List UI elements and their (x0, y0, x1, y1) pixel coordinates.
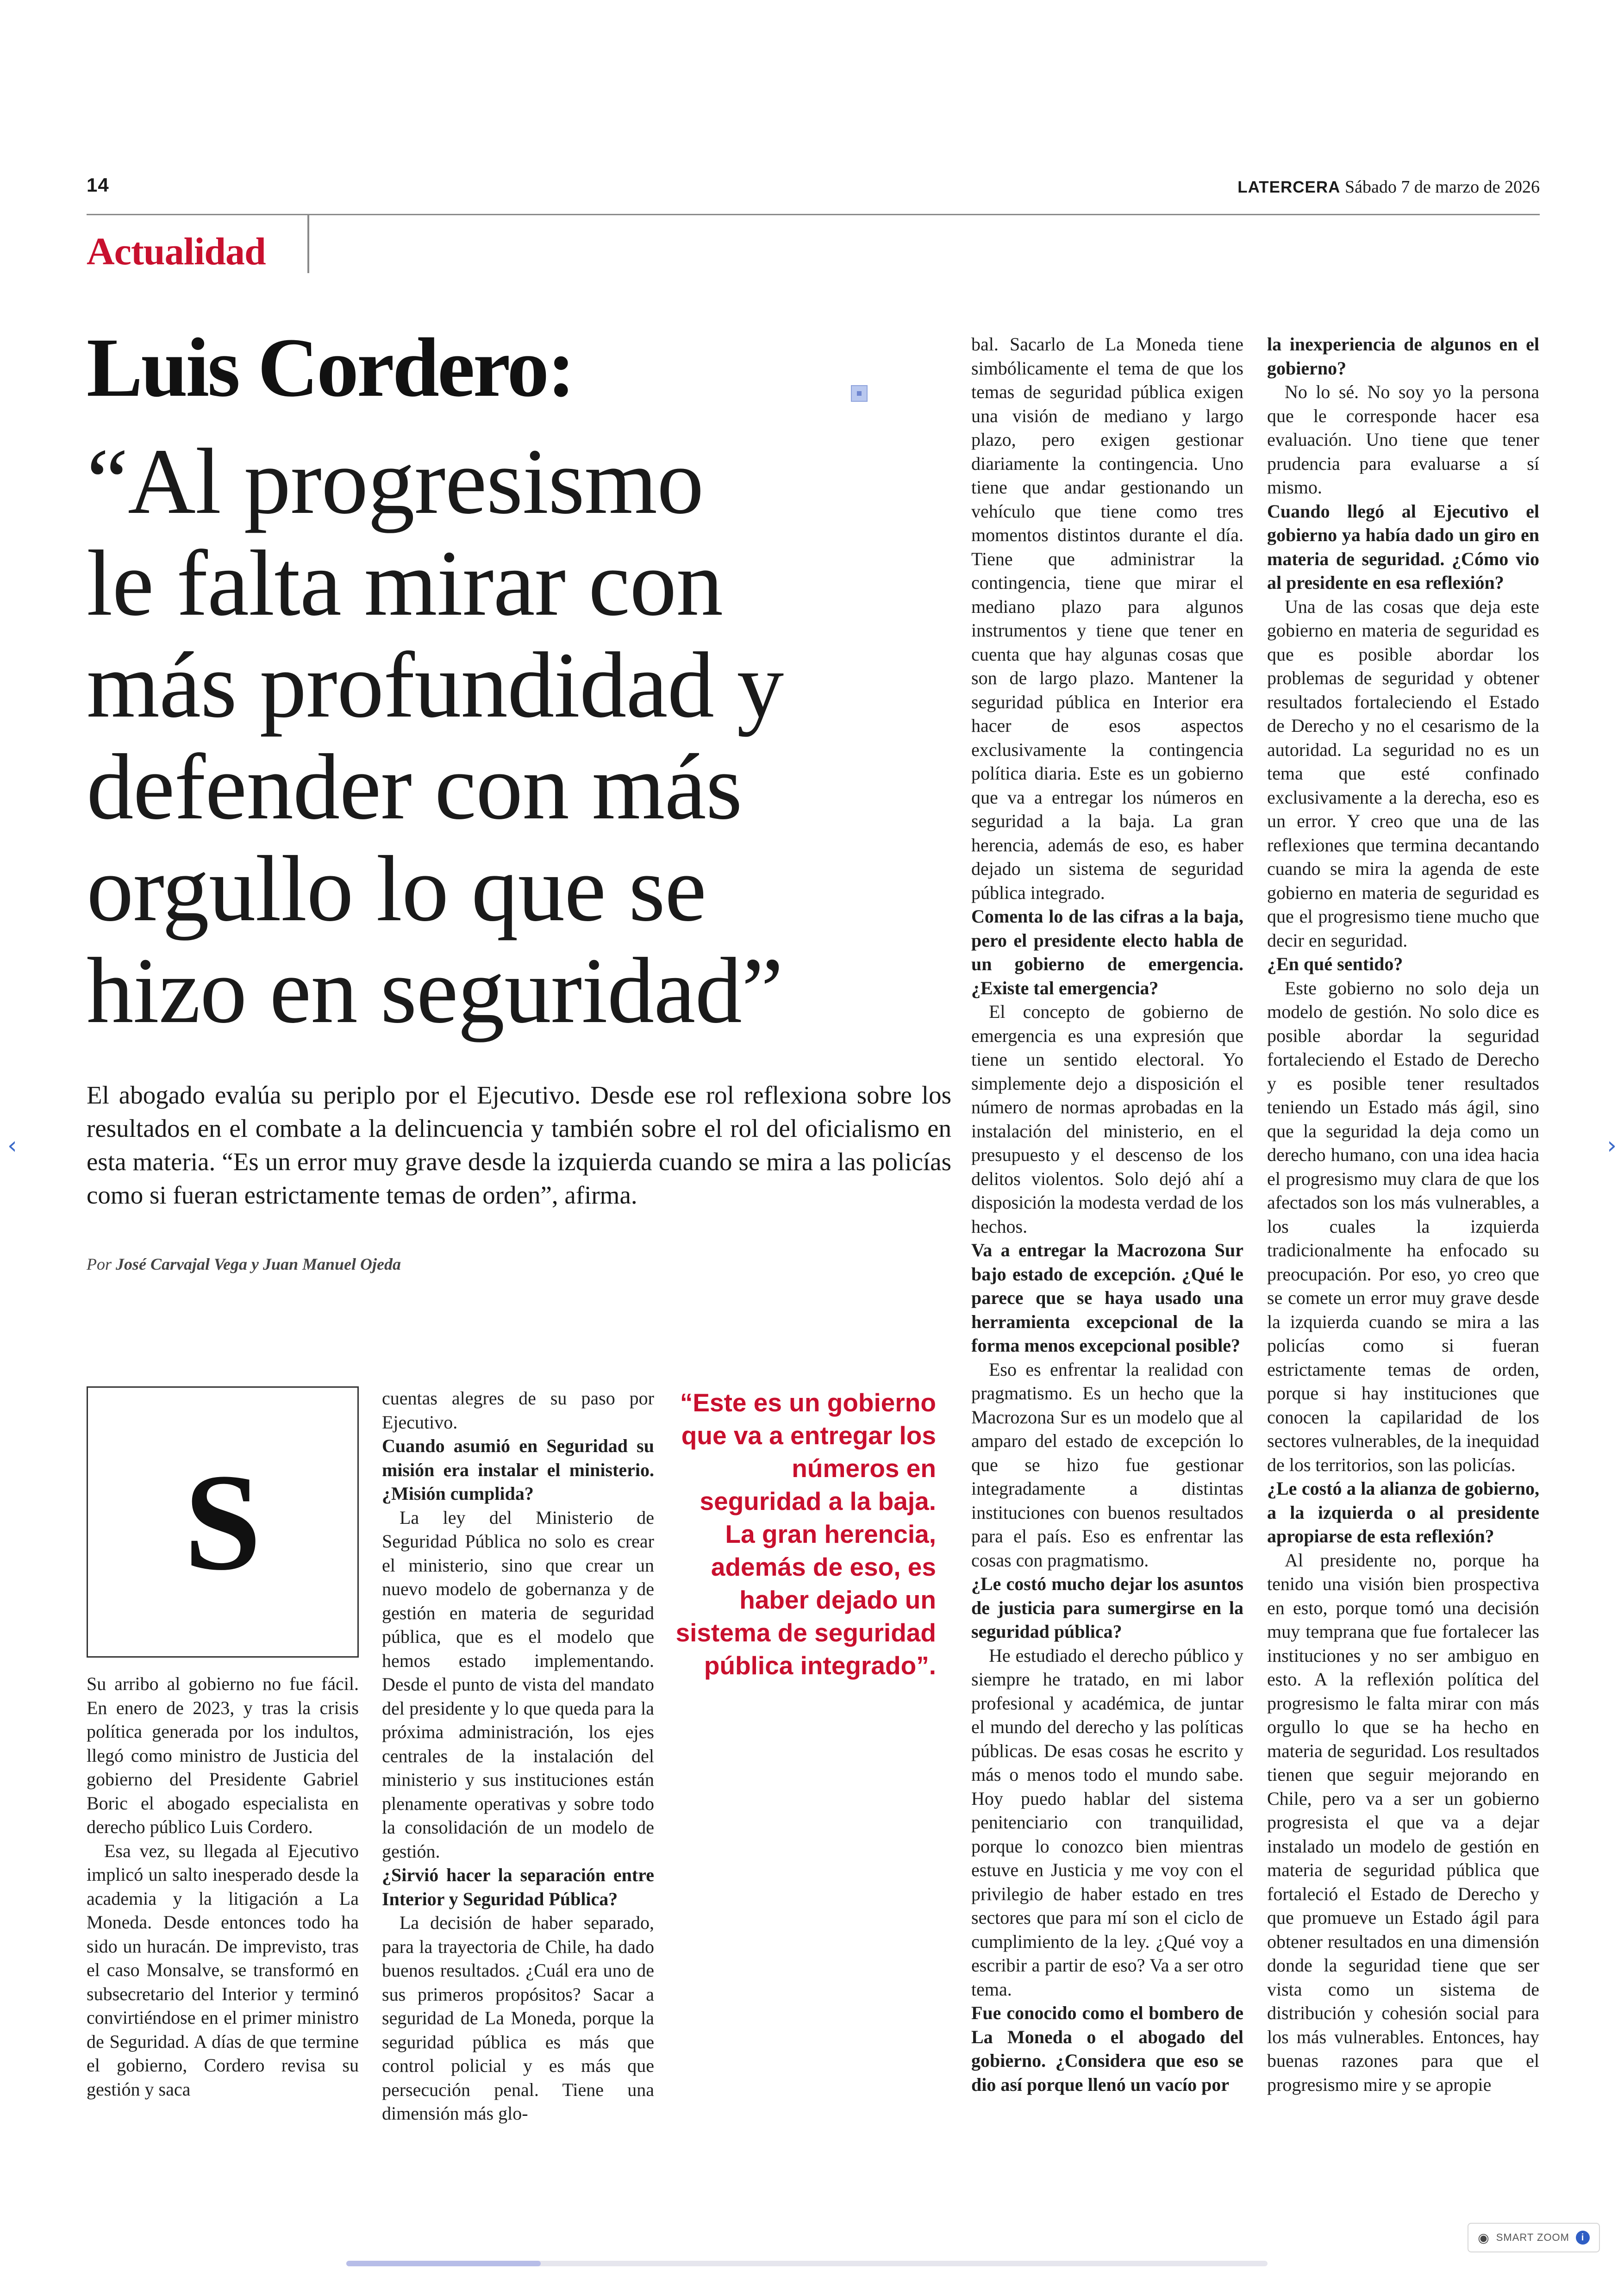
article-column-3 (971, 332, 1243, 2096)
headline-quote-line: orgullo lo que se (87, 836, 706, 941)
newspaper-brand: LATERCERA (1237, 178, 1341, 196)
article-column-4 (1267, 332, 1539, 2096)
masthead (1237, 177, 1540, 197)
interview-question: Fue conocido como el bombero de La Moneda o el abogado del gobierno. ¿Considera que eso se dio así porque llenó un vacío por (971, 2002, 1243, 2095)
article-column-1 (87, 1672, 359, 2101)
interview-question: la inexperiencia de algunos en el gobierno? (1267, 334, 1539, 379)
paragraph: cuentas alegres de su paso por Ejecutivo. (382, 1388, 654, 1433)
article-column-2 (382, 1386, 654, 2126)
smart-zoom-button[interactable] (1468, 2223, 1600, 2252)
paragraph: bal. Sacarlo de La Moneda tiene simbólicamente el tema de que los temas de seguridad pública exigen una visión de mediano y largo plazo, pero exigen gestionar diariamente la contingencia. Uno tiene que andar gestionando un vehículo que tiene como tres momentos distintos durante el día. Tiene que administrar la contingencia, tiene que mirar el mediano plazo para algunos instrumentos y tiene que tener en cuenta que hay algunas cosas que son de largo plazo. Mantener la seguridad pública en Interior era hacer de esos aspectos exclusivamente la contingencia política diaria. Este es un gobierno que va a entregar los números en seguridad a la baja. La gran herencia, además de eso, es haber dejado un sistema de seguridad pública integrado. (971, 334, 1243, 903)
info-icon: i (1576, 2231, 1590, 2245)
paragraph: Al presidente no, porque ha tenido una visión bien prospectiva en esto, porque tomó una decisión muy temprana que fue fortalecer las instituciones y no ser ambiguo en esto. A la reflexión política del progresismo le falta mirar con más orgullo lo que se ha hecho en materia de seguridad. Los resultados tienen que seguir mejorando en Chile, pero va a ser un gobierno progresista el que va a dejar instalado un modelo de gestión en materia de seguridad pública que fortaleció el Estado de Derecho y que promueve un Estado ágil para obtener resultados en una dimensión donde la seguridad tiene que ser vista como un sistema de distribución y cohesión social para los más vulnerables. Entonces, hay buenas razones para que el progresismo mire y se apropie (1267, 1549, 1539, 2095)
page-scrollbar-thumb[interactable] (346, 2261, 541, 2266)
interview-question: ¿Le costó a la alianza de gobierno, a la izquierda o al presidente apropiarse de esta reflexión? (1267, 1478, 1539, 1547)
header-rule (87, 214, 1540, 215)
chevron-right-icon[interactable]: › (1607, 1132, 1617, 1160)
paragraph: Este gobierno no solo deja un modelo de gestión. No solo dice es posible abordar la seguridad fortaleciendo el Estado de Derecho y es posible tener resultados teniendo un Estado más ágil, sino que la seguridad la deja como un derecho humano, con una idea hacia el progresismo muy clara de que los afectados son los más vulnerables, a los cuales la izquierda tradicionalmente ha enfocado su preocupación. Por eso, yo creo que se comete un error muy grave desde la izquierda cuando se mira a las policías como si fueran estrictamente temas de orden, porque si hay instituciones que conocen la capilaridad de los sectores vulnerables, de la inequidad de los territorios, son las policías. (1267, 977, 1539, 1475)
headline-quote-line: defender con más (87, 735, 742, 839)
page-number: 14 (87, 174, 109, 196)
interview-question: ¿Sirvió hacer la separación entre Interior y Seguridad Pública? (382, 1865, 654, 1909)
paragraph: No lo sé. No soy yo la persona que le corresponde hacer esa evaluación. Uno tiene que tener prudencia para evaluarse a sí mismo. (1267, 381, 1539, 498)
section-label: Actualidad (87, 230, 266, 273)
interview-question: Cuando llegó al Ejecutivo el gobierno ya había dado un giro en materia de seguridad. ¿Cómo vio al presidente en esa reflexión? (1267, 500, 1539, 593)
chevron-left-icon[interactable]: ‹ (7, 1132, 17, 1160)
dropcap-letter: S (184, 1445, 262, 1599)
headline-name: Luis Cordero: (87, 321, 574, 414)
section-divider (307, 214, 309, 273)
interview-question: Va a entregar la Macrozona Sur bajo estado de excepción. ¿Qué le parece que se haya usado una herramienta excepcional de la forma menos excepcional posible? (971, 1240, 1243, 1356)
byline-authors: José Carvajal Vega y Juan Manuel Ojeda (116, 1255, 401, 1273)
paragraph: Esa vez, su llegada al Ejecutivo implicó un salto inesperado desde la academia y la litigación a La Moneda. Desde entonces todo ha sido un huracán. De imprevisto, tras el caso Monsalve, se transformó en subsecretario del Interior y terminó convirtiéndose en el primer ministro de Seguridad. A días de que termine el gobierno, Cordero revisa su gestión y saca (87, 1840, 359, 2100)
selection-marker-icon[interactable] (851, 385, 868, 402)
article-deck: El abogado evalúa su periplo por el Ejecutivo. Desde ese rol reflexiona sobre los resultados en el combate a la delincuencia y también sobre el rol del oficialismo en esta materia. “Es un error muy grave desde la izquierda cuando se mira a las policías como si fueran estrictamente temas de orden”, afirma. (87, 1081, 951, 1209)
paragraph: Su arribo al gobierno no fue fácil. En enero de 2023, y tras la crisis política generada por los indultos, llegó como ministro de Justicia del gobierno del Presidente Gabriel Boric el abogado especialista en derecho público Luis Cordero. (87, 1673, 359, 1837)
headline-quote-line: hizo en seguridad” (87, 938, 783, 1042)
paragraph: He estudiado el derecho público y siempre he tratado, en mi labor profesional y académica, de juntar el mundo del derecho y las políticas públicas. De esas cosas he escrito y más o menos todo el mundo sabe. Hoy puedo hablar del sistema penitenciario con tranquilidad, porque lo conozco bien mientras estuve en Justicia y me voy con el privilegio de haber estado en tres sectores que para mí son el ciclo de cumplimiento de la ley. ¿Qué voy a escribir a partir de eso? Va a ser otro tema. (971, 1645, 1243, 2000)
paragraph: Eso es enfrentar la realidad con pragmatismo. Es un hecho que la Macrozona Sur es un modelo que al amparo del estado de excepción lo que se hizo fue gestionar integradamente a distintas instituciones con buenos resultados para el país. Eso es enfrentar las cosas con pragmatismo. (971, 1359, 1243, 1571)
dropcap-box (87, 1386, 359, 1658)
byline (87, 1254, 401, 1274)
interview-question: ¿Le costó mucho dejar los asuntos de justicia para sumergirse en la seguridad pública? (971, 1573, 1243, 1642)
paragraph: La ley del Ministerio de Seguridad Pública no solo es crear el ministerio, sino que crear un nuevo modelo de gobernanza y de gestión en materia de seguridad pública, que es el modelo que hemos estado implementando. Desde el punto de vista del mandato del presidente y lo que queda para la próxima administración, los ejes centrales de la instalación del ministerio y sus instituciones están plenamente operativas y sobre todo la consolidación de un modelo de gestión. (382, 1507, 654, 1862)
headline-quote-line: le falta mirar con (87, 531, 723, 635)
headline-quote-line: “Al progresismo (87, 429, 704, 533)
interview-question: Cuando asumió en Seguridad su misión era instalar el ministerio. ¿Misión cumplida? (382, 1435, 654, 1504)
pull-quote: “Este es un gobierno que va a entregar los números en seguridad a la baja. La gran herencia, además de eso, es haber dejado un sistema de seguridad pública integrado”. (675, 1388, 936, 1680)
smart-zoom-label: SMART ZOOM (1496, 2232, 1569, 2243)
eye-icon: ◉ (1478, 2230, 1490, 2245)
issue-date: Sábado 7 de marzo de 2026 (1344, 177, 1540, 197)
paragraph: El concepto de gobierno de emergencia es una expresión que tiene un sentido electoral. Yo simplemente dejo a disposición el número de normas aprobadas en la instalación del ministerio, en el presupuesto y el descenso de los delitos violentos. Solo dejó ahí a disposición la modesta verdad de los hechos. (971, 1001, 1243, 1237)
byline-prefix: Por (87, 1255, 112, 1273)
interview-question: Comenta lo de las cifras a la baja, pero el presidente electo habla de un gobierno de emergencia. ¿Existe tal emergencia? (971, 906, 1243, 998)
headline-quote-line: más profundidad y (87, 633, 784, 737)
paragraph: Una de las cosas que deja este gobierno en materia de seguridad es que es posible abordar los problemas de seguridad y obtener resultados fortaleciendo el Estado de Derecho y no el cesarismo de la autoridad. La seguridad no es un tema que esté confinado exclusivamente a la derecha, eso es un error. Y creo que una de las reflexiones que termina decantando cuando se mira la agenda de este gobierno en materia de seguridad es que el progresismo tiene mucho que decir en seguridad. (1267, 596, 1539, 951)
interview-question: ¿En qué sentido? (1267, 954, 1403, 974)
paragraph: La decisión de haber separado, para la trayectoria de Chile, ha dado buenos resultados. ¿Cuál era uno de sus primeros propósitos? Sacar a seguridad de La Moneda, porque la seguridad pública es más que control policial y es más que persecución penal. Tiene una dimensión más glo- (382, 1912, 654, 2124)
